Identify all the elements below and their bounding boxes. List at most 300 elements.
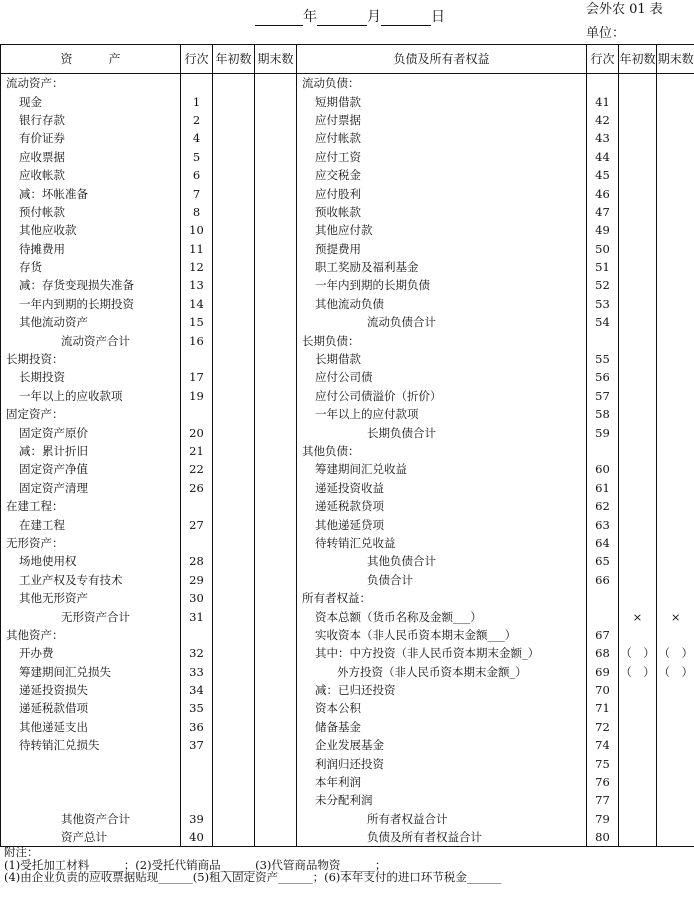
table-row bbox=[1, 405, 694, 423]
liability-begin-value bbox=[619, 773, 657, 791]
liability-line-no: 72 bbox=[587, 718, 619, 736]
asset-item-label: 其他资产： bbox=[1, 626, 181, 644]
liability-begin-value bbox=[619, 718, 657, 736]
liability-line-no: 43 bbox=[587, 129, 619, 147]
liability-end-value bbox=[657, 92, 694, 110]
line-no-header: 行次 bbox=[181, 45, 213, 74]
liability-line-no: 50 bbox=[587, 240, 619, 258]
table-row bbox=[1, 350, 694, 368]
table-row bbox=[1, 184, 694, 202]
asset-item-label: 递延投资损失 bbox=[1, 681, 181, 699]
liability-end-value bbox=[657, 828, 694, 847]
liability-item-label: 其他递延贷项 bbox=[297, 515, 587, 533]
asset-begin-value bbox=[213, 571, 255, 589]
liabilities-equity-header: 负债及所有者权益 bbox=[297, 45, 587, 74]
liability-begin-value: （ ） bbox=[619, 644, 657, 662]
notes-line-2: (4)由企业负责的应收票据贴现______(5)租入固定资产______；(6)本年支付的进口环节税金______ bbox=[4, 870, 502, 884]
liability-line-no: 51 bbox=[587, 258, 619, 276]
liability-item-label: 长期负债： bbox=[297, 331, 587, 349]
liability-item-label: 职工奖励及福利基金 bbox=[297, 258, 587, 276]
asset-begin-value bbox=[213, 313, 255, 331]
asset-line-no: 10 bbox=[181, 221, 213, 239]
asset-item-label: 待转销汇兑损失 bbox=[1, 736, 181, 754]
table-row bbox=[1, 810, 694, 828]
liability-item-label: 一年内到期的长期负债 bbox=[297, 276, 587, 294]
liability-end-value bbox=[657, 479, 694, 497]
liability-begin-value bbox=[619, 681, 657, 699]
liability-line-no: 68 bbox=[587, 644, 619, 662]
liability-line-no: 74 bbox=[587, 736, 619, 754]
asset-begin-value bbox=[213, 276, 255, 294]
table-row bbox=[1, 295, 694, 313]
asset-begin-value bbox=[213, 828, 255, 847]
asset-end-value bbox=[255, 626, 297, 644]
liability-begin-value bbox=[619, 74, 657, 93]
asset-item-label: 递延税款借项 bbox=[1, 699, 181, 717]
liability-item-label: 递延投资收益 bbox=[297, 479, 587, 497]
asset-end-value bbox=[255, 754, 297, 772]
asset-begin-value bbox=[213, 295, 255, 313]
asset-item-label: 固定资产清理 bbox=[1, 479, 181, 497]
liability-line-no bbox=[587, 589, 619, 607]
balance-sheet-table bbox=[0, 44, 694, 847]
asset-end-value bbox=[255, 571, 297, 589]
table-row bbox=[1, 607, 694, 625]
liability-line-no: 62 bbox=[587, 497, 619, 515]
asset-end-value bbox=[255, 497, 297, 515]
liability-line-no: 55 bbox=[587, 350, 619, 368]
liability-end-value bbox=[657, 368, 694, 386]
asset-line-no: 34 bbox=[181, 681, 213, 699]
liability-line-no: 66 bbox=[587, 571, 619, 589]
asset-line-no: 1 bbox=[181, 92, 213, 110]
asset-end-value bbox=[255, 387, 297, 405]
liability-begin-value bbox=[619, 810, 657, 828]
asset-item-label: 长期投资： bbox=[1, 350, 181, 368]
asset-end-value bbox=[255, 810, 297, 828]
asset-begin-value bbox=[213, 810, 255, 828]
asset-begin-value bbox=[213, 405, 255, 423]
liability-end-value bbox=[657, 534, 694, 552]
asset-item-label: 存货 bbox=[1, 258, 181, 276]
liability-item-label: 流动负债： bbox=[297, 74, 587, 93]
asset-item-label: 固定资产原价 bbox=[1, 423, 181, 441]
liability-item-label: 应付帐款 bbox=[297, 129, 587, 147]
liability-item-label: 流动负债合计 bbox=[297, 313, 587, 331]
liability-line-no bbox=[587, 442, 619, 460]
asset-item-label: 在建工程： bbox=[1, 497, 181, 515]
table-row bbox=[1, 240, 694, 258]
asset-end-value bbox=[255, 148, 297, 166]
asset-item-label: 筹建期间汇兑损失 bbox=[1, 663, 181, 681]
asset-end-value bbox=[255, 221, 297, 239]
asset-begin-value bbox=[213, 166, 255, 184]
liability-item-label: 待转销汇兑收益 bbox=[297, 534, 587, 552]
table-row bbox=[1, 166, 694, 184]
liability-begin-value bbox=[619, 313, 657, 331]
liability-line-no: 41 bbox=[587, 92, 619, 110]
year-blank bbox=[255, 11, 303, 26]
asset-item-label: 固定资产净值 bbox=[1, 460, 181, 478]
table-row bbox=[1, 571, 694, 589]
liability-begin-value bbox=[619, 534, 657, 552]
liability-line-no: 64 bbox=[587, 534, 619, 552]
asset-end-value bbox=[255, 258, 297, 276]
asset-item-label bbox=[1, 791, 181, 809]
liability-end-value bbox=[657, 276, 694, 294]
liability-item-label: 本年利润 bbox=[297, 773, 587, 791]
asset-begin-value bbox=[213, 92, 255, 110]
table-row bbox=[1, 221, 694, 239]
liability-end-value bbox=[657, 405, 694, 423]
liability-line-no: 60 bbox=[587, 460, 619, 478]
asset-line-no: 5 bbox=[181, 148, 213, 166]
liability-end-value bbox=[657, 166, 694, 184]
end-balance-header: 期末数 bbox=[255, 45, 297, 74]
day-blank bbox=[381, 11, 431, 26]
liability-line-no: 67 bbox=[587, 626, 619, 644]
table-row bbox=[1, 515, 694, 533]
liability-line-no: 70 bbox=[587, 681, 619, 699]
table-row bbox=[1, 148, 694, 166]
asset-end-value bbox=[255, 313, 297, 331]
asset-end-value bbox=[255, 111, 297, 129]
table-row bbox=[1, 276, 694, 294]
liability-line-no: 77 bbox=[587, 791, 619, 809]
table-row bbox=[1, 663, 694, 681]
liability-item-label: 其他流动负债 bbox=[297, 295, 587, 313]
asset-begin-value bbox=[213, 479, 255, 497]
asset-item-label: 一年内到期的长期投资 bbox=[1, 295, 181, 313]
liability-end-value bbox=[657, 148, 694, 166]
liability-end-value bbox=[657, 791, 694, 809]
asset-begin-value bbox=[213, 736, 255, 754]
asset-end-value bbox=[255, 699, 297, 717]
asset-line-no: 6 bbox=[181, 166, 213, 184]
column-header-row bbox=[1, 45, 694, 74]
asset-item-label: 有价证券 bbox=[1, 129, 181, 147]
asset-line-no: 16 bbox=[181, 331, 213, 349]
asset-end-value bbox=[255, 405, 297, 423]
liability-line-no bbox=[587, 74, 619, 93]
asset-end-value bbox=[255, 479, 297, 497]
liability-end-value bbox=[657, 387, 694, 405]
asset-begin-value bbox=[213, 129, 255, 147]
liability-end-value bbox=[657, 626, 694, 644]
liability-end-value bbox=[657, 423, 694, 441]
unit-label: 单位： bbox=[586, 26, 626, 41]
liability-item-label: 未分配利润 bbox=[297, 791, 587, 809]
asset-item-label: 无形资产： bbox=[1, 534, 181, 552]
asset-begin-value bbox=[213, 184, 255, 202]
asset-end-value bbox=[255, 718, 297, 736]
table-row bbox=[1, 74, 694, 93]
liability-begin-value bbox=[619, 736, 657, 754]
asset-line-no: 21 bbox=[181, 442, 213, 460]
liability-end-value bbox=[657, 571, 694, 589]
table-row bbox=[1, 479, 694, 497]
asset-item-label: 应收帐款 bbox=[1, 166, 181, 184]
liability-begin-value bbox=[619, 423, 657, 441]
asset-item-label: 在建工程 bbox=[1, 515, 181, 533]
liability-item-label: 应付工资 bbox=[297, 148, 587, 166]
liability-begin-value bbox=[619, 148, 657, 166]
asset-end-value bbox=[255, 203, 297, 221]
liability-begin-value bbox=[619, 221, 657, 239]
table-row bbox=[1, 681, 694, 699]
liability-begin-value bbox=[619, 240, 657, 258]
asset-begin-value bbox=[213, 203, 255, 221]
liability-end-value bbox=[657, 184, 694, 202]
asset-item-label: 场地使用权 bbox=[1, 552, 181, 570]
asset-line-no bbox=[181, 74, 213, 93]
liability-item-label: 长期负债合计 bbox=[297, 423, 587, 441]
asset-item-label: 预付帐款 bbox=[1, 203, 181, 221]
asset-line-no: 26 bbox=[181, 479, 213, 497]
asset-begin-value bbox=[213, 111, 255, 129]
asset-line-no: 7 bbox=[181, 184, 213, 202]
liability-begin-value bbox=[619, 129, 657, 147]
liability-item-label: 应交税金 bbox=[297, 166, 587, 184]
asset-item-label: 其他无形资产 bbox=[1, 589, 181, 607]
liability-begin-value bbox=[619, 331, 657, 349]
asset-line-no: 13 bbox=[181, 276, 213, 294]
asset-end-value bbox=[255, 663, 297, 681]
asset-end-value bbox=[255, 681, 297, 699]
liability-item-label: 负债及所有者权益合计 bbox=[297, 828, 587, 847]
asset-line-no: 39 bbox=[181, 810, 213, 828]
asset-line-no: 4 bbox=[181, 129, 213, 147]
asset-line-no: 8 bbox=[181, 203, 213, 221]
liability-end-value bbox=[657, 681, 694, 699]
liability-end-value bbox=[657, 442, 694, 460]
table-row bbox=[1, 423, 694, 441]
asset-end-value bbox=[255, 350, 297, 368]
liability-line-no: 54 bbox=[587, 313, 619, 331]
report-date bbox=[255, 6, 445, 26]
liability-item-label: 应付票据 bbox=[297, 111, 587, 129]
asset-item-label bbox=[1, 754, 181, 772]
asset-end-value bbox=[255, 166, 297, 184]
asset-line-no: 37 bbox=[181, 736, 213, 754]
liability-line-no: 79 bbox=[587, 810, 619, 828]
asset-end-value bbox=[255, 240, 297, 258]
table-row bbox=[1, 552, 694, 570]
liability-item-label: 递延税款贷项 bbox=[297, 497, 587, 515]
liability-line-no: 69 bbox=[587, 663, 619, 681]
liability-begin-value bbox=[619, 497, 657, 515]
liability-line-no: 58 bbox=[587, 405, 619, 423]
liability-begin-value bbox=[619, 479, 657, 497]
liability-begin-value bbox=[619, 166, 657, 184]
liability-item-label: 一年以上的应付款项 bbox=[297, 405, 587, 423]
asset-begin-value bbox=[213, 534, 255, 552]
liability-end-value bbox=[657, 258, 694, 276]
liability-line-no: 49 bbox=[587, 221, 619, 239]
asset-line-no bbox=[181, 626, 213, 644]
liability-line-no: 56 bbox=[587, 368, 619, 386]
liability-item-label: 外方投资（非人民币资本期末金额_） bbox=[297, 663, 587, 681]
liability-end-value bbox=[657, 754, 694, 772]
asset-line-no: 31 bbox=[181, 607, 213, 625]
table-row bbox=[1, 129, 694, 147]
asset-line-no bbox=[181, 405, 213, 423]
table-row bbox=[1, 791, 694, 809]
asset-begin-value bbox=[213, 497, 255, 515]
asset-item-label: 一年以上的应收款项 bbox=[1, 387, 181, 405]
liability-item-label: 短期借款 bbox=[297, 92, 587, 110]
asset-end-value bbox=[255, 736, 297, 754]
liability-end-value bbox=[657, 129, 694, 147]
liability-line-no: 47 bbox=[587, 203, 619, 221]
asset-begin-value bbox=[213, 148, 255, 166]
liability-line-no: 65 bbox=[587, 552, 619, 570]
asset-end-value bbox=[255, 295, 297, 313]
liability-line-no: 76 bbox=[587, 773, 619, 791]
liability-begin-value bbox=[619, 589, 657, 607]
liability-line-no: 57 bbox=[587, 387, 619, 405]
liability-end-value bbox=[657, 331, 694, 349]
line-no-header-right: 行次 bbox=[587, 45, 619, 74]
liability-line-no: 75 bbox=[587, 754, 619, 772]
liability-line-no: 71 bbox=[587, 699, 619, 717]
table-row bbox=[1, 313, 694, 331]
asset-begin-value bbox=[213, 699, 255, 717]
asset-end-value bbox=[255, 423, 297, 441]
liability-item-label: 筹建期间汇兑收益 bbox=[297, 460, 587, 478]
asset-line-no: 2 bbox=[181, 111, 213, 129]
asset-begin-value bbox=[213, 350, 255, 368]
liability-end-value bbox=[657, 773, 694, 791]
table-row bbox=[1, 331, 694, 349]
table-row bbox=[1, 828, 694, 847]
asset-line-no: 12 bbox=[181, 258, 213, 276]
liability-line-no: 52 bbox=[587, 276, 619, 294]
asset-begin-value bbox=[213, 460, 255, 478]
asset-line-no: 22 bbox=[181, 460, 213, 478]
liability-end-value bbox=[657, 699, 694, 717]
liability-item-label: 应付公司债溢价（折价） bbox=[297, 387, 587, 405]
liability-begin-value bbox=[619, 295, 657, 313]
table-row bbox=[1, 589, 694, 607]
asset-end-value bbox=[255, 534, 297, 552]
day-label: 日 bbox=[431, 9, 445, 25]
liability-item-label: 其中：中方投资（非人民币资本期末金额_） bbox=[297, 644, 587, 662]
liability-begin-value bbox=[619, 258, 657, 276]
asset-end-value bbox=[255, 644, 297, 662]
asset-line-no bbox=[181, 791, 213, 809]
asset-begin-value bbox=[213, 240, 255, 258]
asset-end-value bbox=[255, 607, 297, 625]
liability-end-value bbox=[657, 589, 694, 607]
asset-item-label: 无形资产合计 bbox=[1, 607, 181, 625]
form-number: 会外农 01 表 bbox=[586, 2, 663, 17]
asset-item-label: 工业产权及专有技术 bbox=[1, 571, 181, 589]
asset-item-label: 资产总计 bbox=[1, 828, 181, 847]
liability-item-label: 企业发展基金 bbox=[297, 736, 587, 754]
asset-begin-value bbox=[213, 681, 255, 699]
asset-line-no: 36 bbox=[181, 718, 213, 736]
table-row bbox=[1, 534, 694, 552]
table-row bbox=[1, 368, 694, 386]
asset-item-label: 银行存款 bbox=[1, 111, 181, 129]
asset-item-label: 应收票据 bbox=[1, 148, 181, 166]
asset-end-value bbox=[255, 552, 297, 570]
asset-end-value bbox=[255, 74, 297, 93]
asset-begin-value bbox=[213, 221, 255, 239]
liability-item-label: 其他负债： bbox=[297, 442, 587, 460]
asset-end-value bbox=[255, 589, 297, 607]
liability-end-value: （ ） bbox=[657, 644, 694, 662]
asset-begin-value bbox=[213, 368, 255, 386]
asset-line-no: 19 bbox=[181, 387, 213, 405]
liability-begin-value: × bbox=[619, 607, 657, 625]
asset-begin-value bbox=[213, 663, 255, 681]
end-balance-header-right: 期末数 bbox=[657, 45, 694, 74]
liability-end-value bbox=[657, 497, 694, 515]
table-row bbox=[1, 258, 694, 276]
asset-line-no: 27 bbox=[181, 515, 213, 533]
liability-item-label: 资本公积 bbox=[297, 699, 587, 717]
liability-item-label: 减：已归还投资 bbox=[297, 681, 587, 699]
asset-line-no bbox=[181, 534, 213, 552]
liability-line-no: 53 bbox=[587, 295, 619, 313]
liability-end-value bbox=[657, 552, 694, 570]
table-row bbox=[1, 699, 694, 717]
table-row bbox=[1, 644, 694, 662]
liability-begin-value bbox=[619, 405, 657, 423]
liability-item-label: 预提费用 bbox=[297, 240, 587, 258]
asset-begin-value bbox=[213, 589, 255, 607]
liability-end-value bbox=[657, 221, 694, 239]
asset-begin-value bbox=[213, 258, 255, 276]
liability-line-no bbox=[587, 331, 619, 349]
liability-end-value: （ ） bbox=[657, 663, 694, 681]
asset-line-no: 15 bbox=[181, 313, 213, 331]
asset-begin-value bbox=[213, 423, 255, 441]
liability-begin-value bbox=[619, 276, 657, 294]
liability-item-label: 负债合计 bbox=[297, 571, 587, 589]
asset-line-no: 29 bbox=[181, 571, 213, 589]
table-row bbox=[1, 460, 694, 478]
asset-line-no: 14 bbox=[181, 295, 213, 313]
asset-line-no: 17 bbox=[181, 368, 213, 386]
liability-end-value bbox=[657, 313, 694, 331]
liability-end-value bbox=[657, 203, 694, 221]
asset-line-no: 33 bbox=[181, 663, 213, 681]
liability-item-label: 所有者权益： bbox=[297, 589, 587, 607]
liability-end-value bbox=[657, 111, 694, 129]
liability-item-label: 长期借款 bbox=[297, 350, 587, 368]
asset-begin-value bbox=[213, 718, 255, 736]
asset-end-value bbox=[255, 773, 297, 791]
liability-line-no: 61 bbox=[587, 479, 619, 497]
asset-line-no bbox=[181, 773, 213, 791]
asset-end-value bbox=[255, 276, 297, 294]
asset-begin-value bbox=[213, 791, 255, 809]
liability-begin-value bbox=[619, 699, 657, 717]
liability-end-value bbox=[657, 515, 694, 533]
asset-line-no bbox=[181, 754, 213, 772]
liability-item-label: 其他负债合计 bbox=[297, 552, 587, 570]
liability-begin-value bbox=[619, 791, 657, 809]
liability-line-no: 42 bbox=[587, 111, 619, 129]
asset-end-value bbox=[255, 442, 297, 460]
liability-begin-value: （ ） bbox=[619, 663, 657, 681]
liability-item-label: 储备基金 bbox=[297, 718, 587, 736]
liability-item-label: 利润归还投资 bbox=[297, 754, 587, 772]
begin-balance-header-right: 年初数 bbox=[619, 45, 657, 74]
